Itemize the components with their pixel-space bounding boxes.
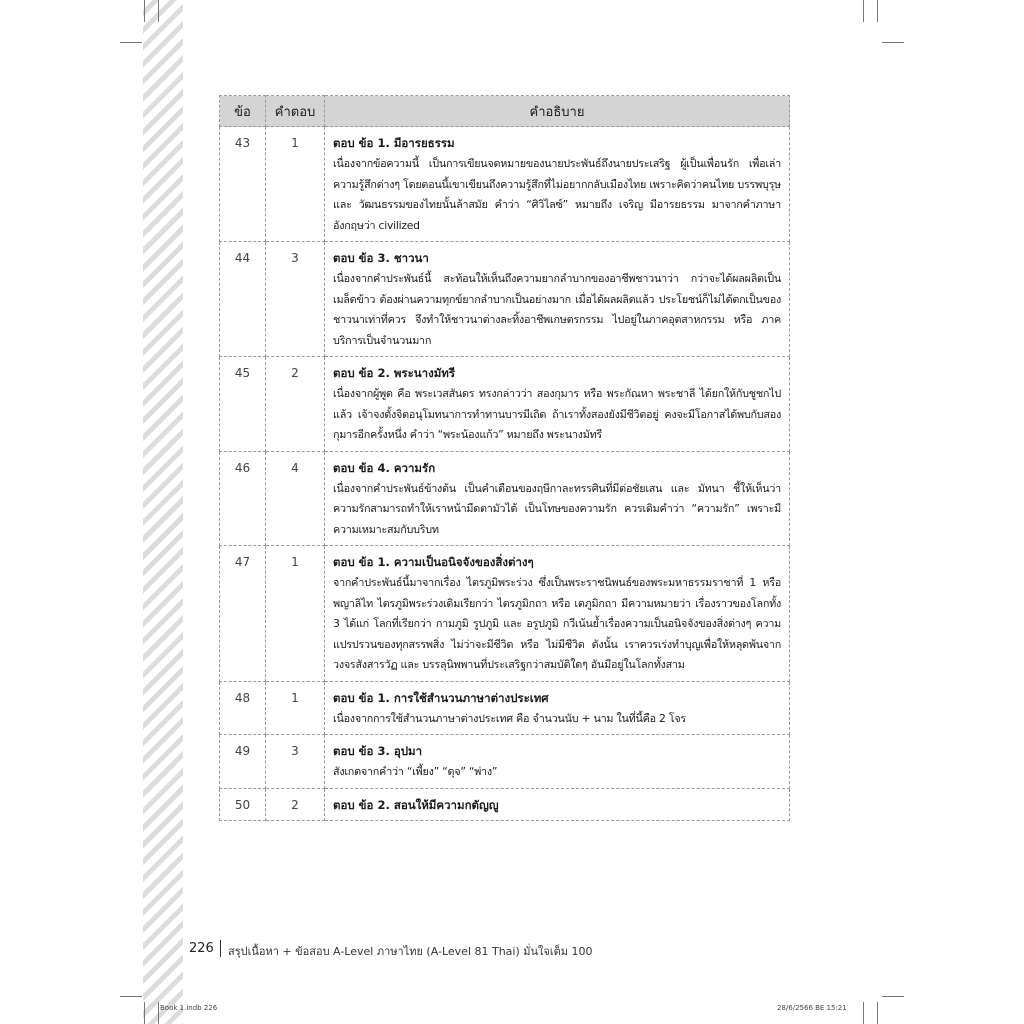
answer-title: ตอบ ข้อ 1. การใช้สำนวนภาษาต่างประเทศ [333,690,549,705]
header-num: ข้อ [220,96,266,127]
answer-choice: 3 [266,242,325,357]
answer-title: ตอบ ข้อ 2. สอนให้มีความกตัญญู [333,797,499,812]
question-number: 46 [220,451,266,546]
explanation-cell [325,127,790,242]
page-number: 226 [189,940,221,957]
answer-title: ตอบ ข้อ 3. อุปมา [333,744,423,758]
crop-mark [882,996,904,997]
table-row [220,681,790,735]
table-row [220,788,790,820]
explanation-cell [325,451,790,546]
question-number: 49 [220,735,266,789]
crop-mark [158,0,159,22]
table-row [220,127,790,242]
table-row [220,451,790,546]
explanation-cell [325,242,790,357]
table-row [220,735,790,789]
crop-mark [882,42,904,43]
explanation-cell [325,546,790,682]
explanation-cell [325,735,790,789]
table-header-row [220,96,790,127]
crop-mark [144,0,145,22]
answer-choice: 3 [266,735,325,789]
answer-choice: 4 [266,451,325,546]
crop-mark [144,1002,145,1024]
crop-mark [120,42,142,43]
answer-title: ตอบ ข้อ 4. ความรัก [333,460,436,475]
answer-choice: 2 [266,788,325,820]
explanation-text: เนื่องจากคำประพันธ์ข้างต้น เป็นคำเตือนของฤษีกาละทรรศินที่มีต่อชัยเสน และ มัทนา ชี้ให้เห็นว่า ความรักสามารถทำให้เราหน้ามืดตามัวได้ เป็นโทษของความรัก ควรเติมคำว่า “ความรัก” เพราะมีความเหมาะสมกับบริบท [333,481,781,536]
question-number: 47 [220,546,266,682]
crop-mark [877,1002,878,1024]
crop-mark [120,996,142,997]
question-number: 43 [220,127,266,242]
print-slug-timestamp: 28/6/2566 BE 15:21 [777,1004,847,1012]
crop-mark [863,0,864,22]
answer-title: ตอบ ข้อ 2. พระนางมัทรี [333,366,456,380]
answer-title: ตอบ ข้อ 1. มีอารยธรรม [333,136,455,150]
question-number: 48 [220,681,266,735]
explanation-cell [325,357,790,452]
answer-table [219,95,790,821]
explanation-cell [325,788,790,820]
margin-stripe [143,0,183,1024]
answer-title: ตอบ ข้อ 1. ความเป็นอนิจจังของสิ่งต่างๆ [333,555,534,569]
question-number: 44 [220,242,266,357]
header-explanation: คำอธิบาย [325,96,790,127]
question-number: 50 [220,788,266,820]
explanation-text: เนื่องจากผู้พูด คือ พระเวสสันดร ทรงกล่าวว่า สองกุมาร หรือ พระกัณหา พระชาลี ได้ยกให้กับชูชกไปแล้ว เจ้าจงตั้งจิตอนุโมทนาการทำทานบารมีเถิด ถ้าเราทั้งสองยังมีชีวิตอยู่ คงจะมีโอกาสได้พบกับสองกุมารอีกครั้งหนึ่ง คำว่า “พระน้องแก้ว” หมายถึง พระนางมัทรี [333,387,781,441]
answer-choice: 1 [266,546,325,682]
explanation-text: สังเกตจากคำว่า “เพี้ยง” “ดุจ” “พ่าง” [333,765,498,778]
table-row [220,357,790,452]
table-row [220,546,790,682]
explanation-text: จากคำประพันธ์นี้มาจากเรื่อง ไตรภูมิพระร่วง ซึ่งเป็นพระราชนิพนธ์ของพระมหาธรรมราชาที่ 1 หรือ พญาลิไท ไตรภูมิพระร่วงเดิมเรียกว่า ไตรภูมิกถา หรือ เตภูมิกถา มีความหมายว่า เรื่องราวของโลกทั้ง 3 ได้แก่ โลกที่เรียกว่า กามภูมิ รูปภูมิ และ อรูปภูมิ กวีเน้นย้ำเรื่องความเป็นอนิจจังของสิ่งต่างๆ ความแปรปรวนของทุกสรรพสิ่ง ไม่ว่าจะมีชีวิต หรือ ไม่มีชีวิต ดังนั้น เราควรเร่งทำบุญเพื่อให้หลุดพ้นจากวงจรสังสารวัฏ และ บรรลุนิพพานที่ประเสริฐกว่าสมบัติใดๆ อันมีอยู่ในโลกทั้งสาม [333,576,781,671]
print-slug-file: Book 1.indb 226 [160,1004,218,1012]
running-footer-title: สรุปเนื้อหา + ข้อสอบ A-Level ภาษาไทย (A-Level 81 Thai) มั่นใจเต็ม 100 [228,945,593,958]
question-number: 45 [220,357,266,452]
explanation-cell [325,681,790,735]
crop-mark [863,1002,864,1024]
header-answer: คำตอบ [266,96,325,127]
explanation-text: เนื่องจากการใช้สำนวนภาษาต่างประเทศ คือ จำนวนนับ + นาม ในที่นี้คือ 2 โจร [333,711,686,725]
crop-mark [158,1002,159,1024]
answer-choice: 1 [266,127,325,242]
answer-choice: 1 [266,681,325,735]
explanation-text: เนื่องจากคำประพันธ์นี้ สะท้อนให้เห็นถึงความยากลำบากของอาชีพชาวนาว่า กว่าจะได้ผลผลิตเป็นเมล็ดข้าว ต้องผ่านความทุกข์ยากลำบากเป็นอย่างมาก เมื่อได้ผลผลิตแล้ว ประโยชน์ก็ไม่ได้ตกเป็นของชาวนาเท่าที่ควร จึงทำให้ชาวนาต่างละทิ้งอาชีพเกษตรกรรม ไปอยู่ในภาคอุตสาหกรรม หรือ ภาคบริการเป็นจำนวนมาก [333,272,781,347]
table-row [220,242,790,357]
crop-mark [877,0,878,22]
answer-choice: 2 [266,357,325,452]
answer-title: ตอบ ข้อ 3. ชาวนา [333,251,429,265]
explanation-text: เนื่องจากข้อความนี้ เป็นการเขียนจดหมายของนายประพันธ์ถึงนายประเสริฐ ผู้เป็นเพื่อนรัก เพื่อเล่าความรู้สึกต่างๆ โดยตอนนี้เขาเขียนถึงความรู้สึกที่ไม่อยากกลับเมืองไทย เพราะคิดว่าคนไทย บรรพบุรุษ และ วัฒนธรรมของไทยนั้นล้าสมัย คำว่า “ศิวิไลซ์” หมายถึง เจริญ มีอารยธรรม มาจากคำภาษาอังกฤษว่า civilized [333,157,781,232]
